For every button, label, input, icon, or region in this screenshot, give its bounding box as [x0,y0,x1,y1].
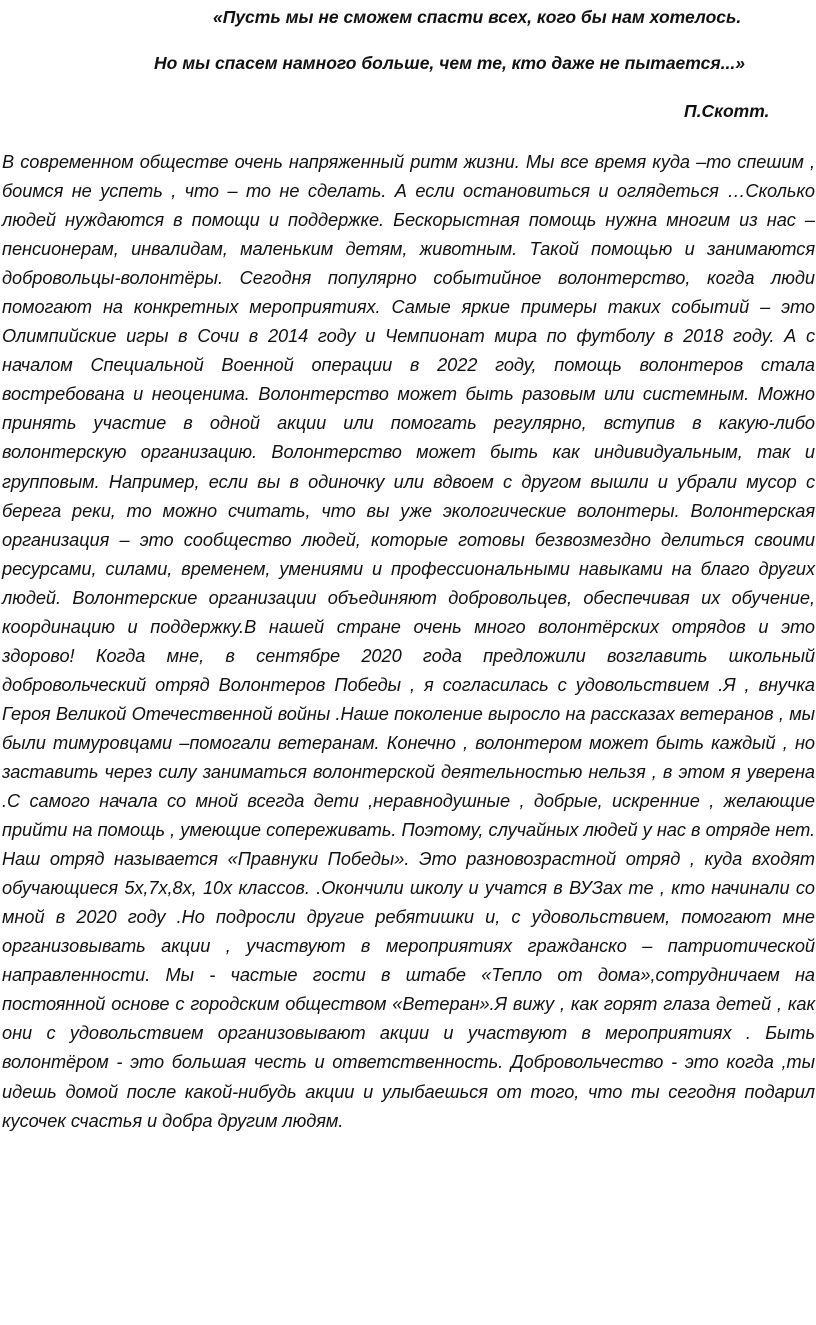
epigraph-quote-line-1: «Пусть мы не сможем спасти всех, кого бы нам хотелось. [213,7,742,27]
essay-paragraph: В современном обществе очень напряженный ритм жизни. Мы все время куда –то спешим , боимся не успеть , что – то не сделать. А если остановиться и оглядеться …Сколько людей нуждаются в помощи и поддержке. Бескорыстная помощь нужна многим из нас – пенсионерам, инвалидам, маленьким детям, животным. Такой помощью и занимаются добровольцы-волонтёры. Сегодня популярно событийное волонтерство, когда люди помогают на конкретных мероприятиях. Самые яркие примеры таких событий – это Олимпийские игры в Сочи в 2014 году и Чемпионат мира по футболу в 2018 году. А с началом Специальной Военной операции в 2022 году, помощь волонтеров стала востребована и неоценима. Волонтерство может быть разовым или системным. Можно принять участие в одной акции или помогать регулярно, вступив в какую-либо волонтерскую организацию. Волонтерство может быть как индивидуальным, так и групповым. Например, если вы в одиночку или вдвоем с другом вышли и убрали мусор с берега реки, то можно считать, что вы уже экологические волонтеры. Волонтерская организация – это сообщество людей, которые готовы безвозмездно делиться своими ресурсами, силами, временем, умениями и профессиональными навыками на благо других людей. Волонтерские организации объединяют добровольцев, обеспечивая их обучение, координацию и поддержку.В нашей стране очень много волонтёрских отрядов и это здорово! Когда мне, в сентябре 2020 года предложили возглавить школьный добровольческий отряд Волонтеров Победы , я согласилась с удовольствием .Я , внучка Героя Великой Отечественной войны .Наше поколение выросло на рассказах ветеранов , мы были тимуровцами –помогали ветеранам. Конечно , волонтером может быть каждый , но заставить через силу заниматься волонтерской деятельностью нельзя , в этом я уверена .С самого начала со мной всегда дети ,неравнодушные , добрые, искренние , желающие прийти на помощь , умеющие сопереживать. Поэтому, случайных людей у нас в отряде нет. Наш отряд называется «Правнуки Победы». Это разновозрастной отряд , куда входят обучающиеся 5х,7х,8х, 10х классов. .Окончили школу и учатся в ВУЗах те , кто начинали со мной в 2020 году .Но подросли другие ребятишки и, с удовольствием, помогают мне организовывать акции , участвуют в мероприятиях гражданско – патриотической направленности. Мы - частые гости в штабе «Тепло от дома»,сотрудничаем на постоянной основе с городским обществом «Ветеран».Я вижу , как горят глаза детей , как они с удовольствием организовывают акции и участвуют в мероприятиях . Быть волонтёром - это большая честь и ответственность. Добровольчество - это когда ,ты идешь домой после какой-нибудь акции и улыбаешься от того, что ты сегодня подарил кусочек счастья и добра другим людям. [2,152,815,1131]
epigraph-author: П.Скотт. [684,101,770,121]
epigraph-quote-line-2: Но мы спасем намного больше, чем те, кто даже не пытается...» [154,53,745,73]
